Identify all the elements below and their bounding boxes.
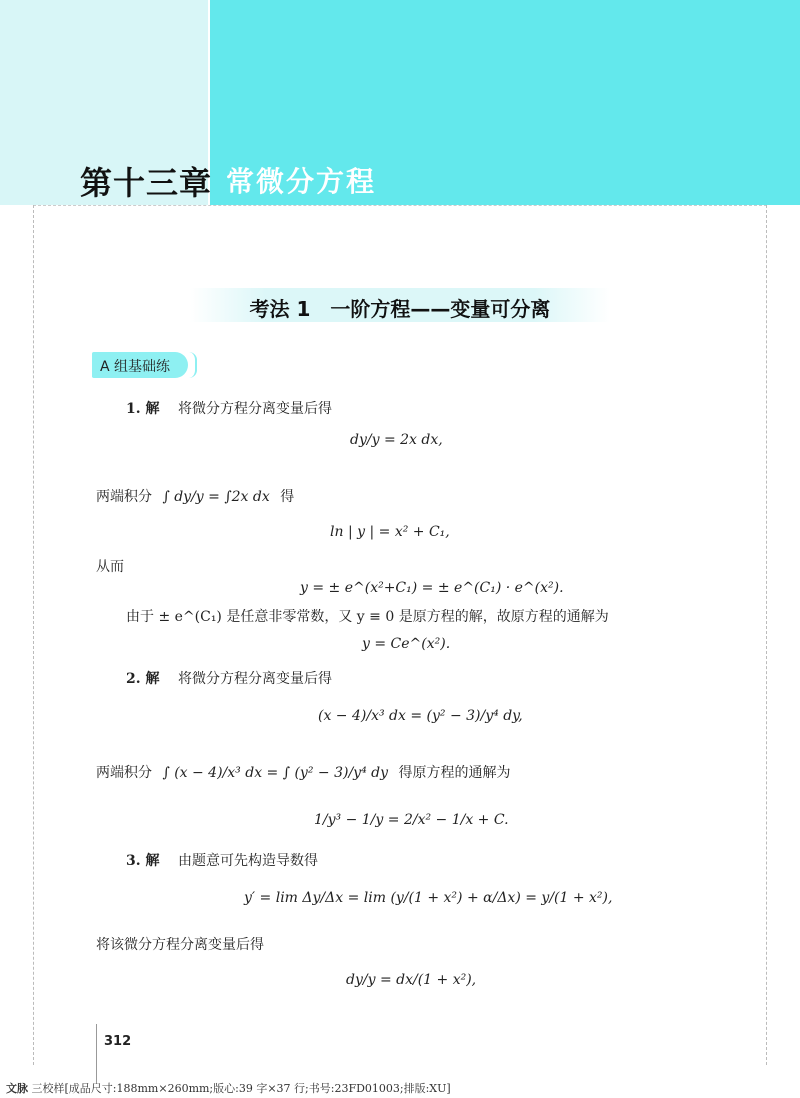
integrate-line-1 — [96, 486, 294, 506]
integrate-prefix-2: 两端积分 — [96, 765, 152, 781]
equation-1-3: y = ± e^(x²+C₁) = ± e^(C₁) · e^(x²). — [300, 580, 564, 596]
problem-1-text: 将微分方程分离变量后得 — [177, 401, 332, 417]
integrate-line-2 — [96, 762, 510, 782]
group-label: A 组基础练 — [100, 359, 171, 375]
chapter-number: 第十三章 — [80, 164, 213, 202]
frame-top — [33, 205, 767, 206]
problem-3-text: 由题意可先构造导数得 — [177, 853, 318, 869]
equation-1-1: dy/y = 2x dx, — [350, 432, 443, 448]
page-number-bar — [96, 1024, 97, 1084]
problem-1 — [126, 398, 332, 418]
problem-2-head: 2. 解 — [126, 671, 160, 687]
page-number: 312 — [104, 1034, 132, 1049]
integrate-expr-2: ∫ (x − 4)/x³ dx = ∫ (y² − 3)/y⁴ dy — [162, 765, 389, 781]
equation-2-1: (x − 4)/x³ dx = (y² − 3)/y⁴ dy, — [318, 708, 523, 724]
problem-1-head: 1. 解 — [126, 401, 160, 417]
integrate-prefix-1: 两端积分 — [96, 489, 152, 505]
problem-2-text: 将微分方程分离变量后得 — [177, 671, 332, 687]
chapter-title: 常微分方程 — [226, 165, 377, 198]
frame-left — [33, 205, 34, 1065]
problem-3-head: 3. 解 — [126, 853, 160, 869]
frame-right — [766, 205, 767, 1065]
footer-info: 三校样[成品尺寸:188mm×260mm;版心:39 字×37 行;书号:23FD01003;排版:XU] — [31, 1082, 451, 1095]
equation-3-1: y′ = lim Δy/Δx = lim (y/(1 + x²) + α/Δx) = y/(1 + x²), — [244, 890, 613, 906]
thus-label: 从而 — [96, 559, 124, 575]
problem-2 — [126, 668, 332, 688]
equation-2-2: 1/y³ − 1/y = 2/x² − 1/x + C. — [314, 812, 509, 828]
section-title: 考法 1 一阶方程——变量可分离 — [249, 297, 551, 321]
problem-3-text-2: 将该微分方程分离变量后得 — [96, 937, 264, 953]
integrate-suffix-2: 得原方程的通解为 — [398, 765, 511, 781]
footer — [6, 1080, 451, 1096]
equation-1-4: y = Ce^(x²). — [362, 636, 451, 652]
integrate-expr-1: ∫ dy/y = ∫2x dx — [162, 489, 270, 505]
problem-3 — [126, 850, 318, 870]
footer-brand: 文脉 — [6, 1082, 28, 1095]
equation-3-2: dy/y = dx/(1 + x²), — [346, 972, 477, 988]
equation-1-2: ln | y | = x² + C₁, — [330, 524, 450, 540]
note-1: 由于 ± e^(C₁) 是任意非零常数，又 y ≡ 0 是原方程的解，故原方程的通解为 — [126, 609, 609, 625]
integrate-suffix-1: 得 — [280, 489, 295, 505]
group-tag-edge — [189, 352, 197, 378]
